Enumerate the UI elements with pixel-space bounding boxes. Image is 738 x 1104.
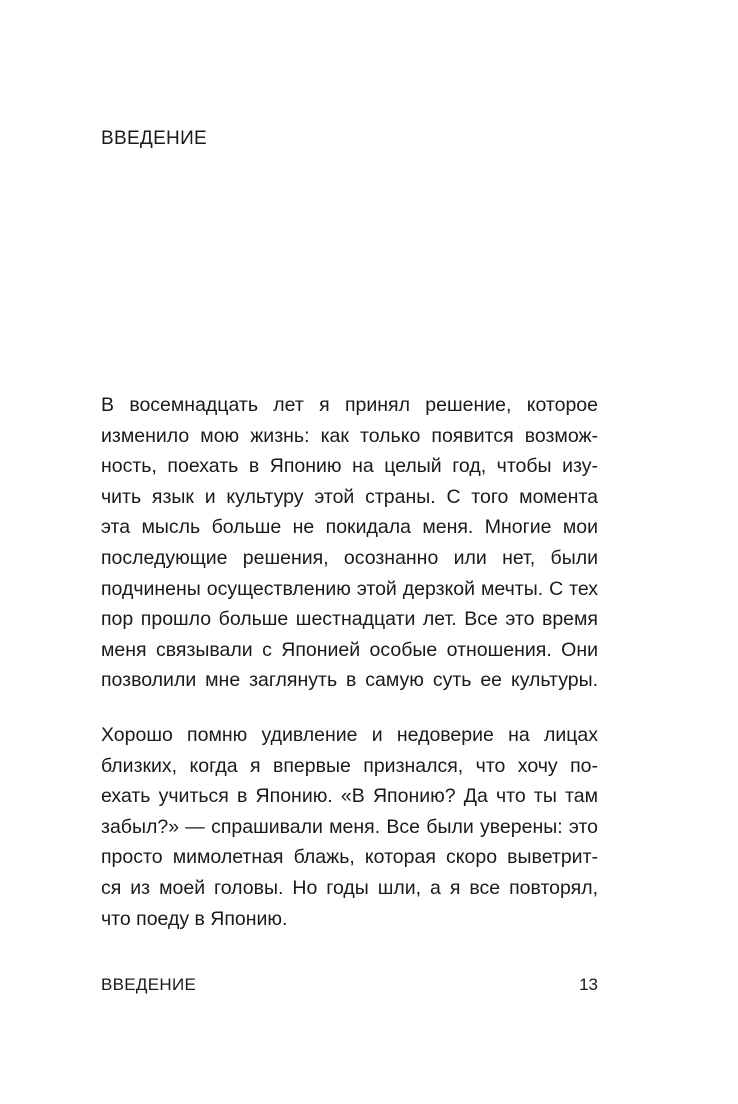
paragraph-1 <box>101 390 598 696</box>
text-line: чить язык и культуру этой страны. С того момента <box>101 485 598 508</box>
text-line: ность, поехать в Японию на целый год, чтобы изу- <box>101 455 598 478</box>
text-line: последующие решения, осознанно или нет, были <box>101 546 598 569</box>
text-line: подчинены осуществлению этой дерзкой мечты. С тех <box>101 577 598 600</box>
page-number: 13 <box>579 975 598 994</box>
chapter-title: ВВЕДЕНИЕ <box>101 128 208 149</box>
text-line: близких, когда я впервые признался, что хочу по- <box>101 754 598 777</box>
paragraph-2 <box>101 720 598 934</box>
text-line: меня связывали с Японией особые отношения. Они <box>101 638 598 661</box>
text-line: В восемнадцать лет я принял решение, которое <box>101 394 598 416</box>
text-line: изменило мою жизнь: как только появится возмож- <box>101 424 598 447</box>
running-footer-title: ВВЕДЕНИЕ <box>101 975 197 994</box>
text-line: забыл?» — спрашивали меня. Все были уверены: это <box>101 815 598 838</box>
text-line: Хорошо помню удивление и недоверие на лицах <box>101 724 598 746</box>
text-line: просто мимолетная блажь, которая скоро выветрит- <box>101 846 598 869</box>
text-line: эта мысль больше не покидала меня. Многие мои <box>101 516 598 539</box>
text-line: пор прошло больше шестнадцати лет. Все это время <box>101 608 598 631</box>
text-line: что поеду в Японию. <box>101 907 288 930</box>
text-line: ехать учиться в Японию. «В Японию? Да что ты там <box>101 785 598 808</box>
text-line: ся из моей головы. Но годы шли, а я все повторял, <box>101 876 598 899</box>
text-line: позволили мне заглянуть в самую суть ее культуры. <box>101 669 598 692</box>
